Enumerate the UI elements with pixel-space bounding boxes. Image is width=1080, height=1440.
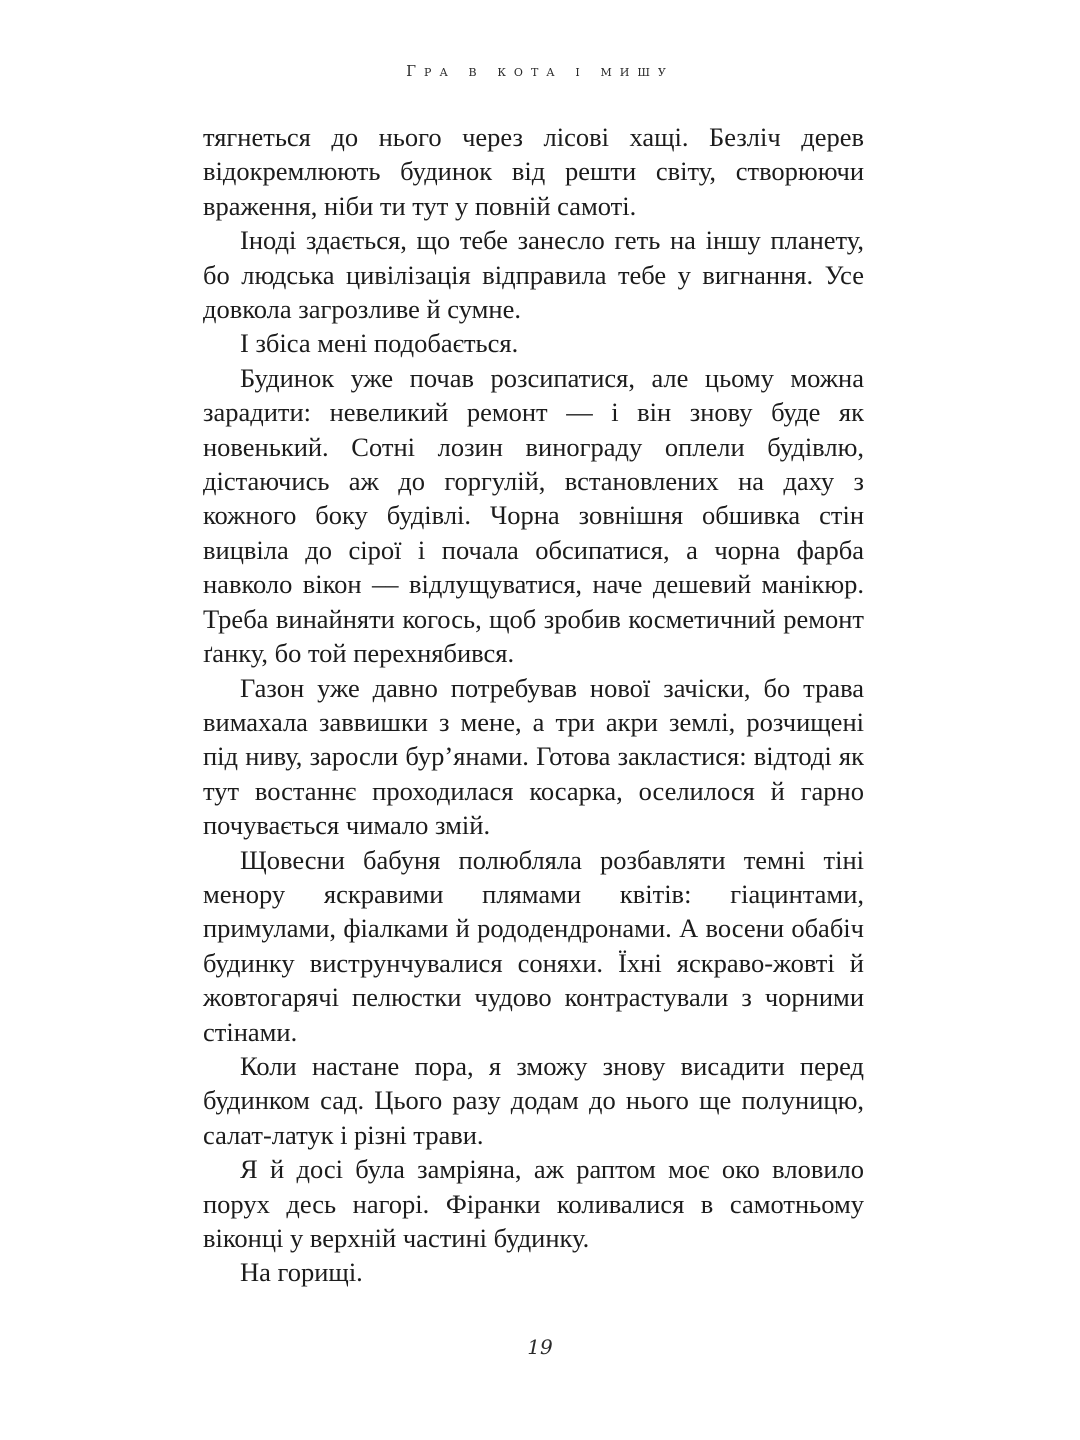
paragraph: Будинок уже почав розсипатися, але цьому можна зарадити: невеликий ремонт — і він знову буде як новенький. Сотні лозин винограду оплели будівлю, дістаючись аж до горгулій, встановлених на даху з кожного боку будівлі. Чорна зовнішня обшивка стін вицвіла до сірої і почала обсипатися, а чорна фарба навколо вікон –– відлущуватися, наче дешевий манікюр. Треба винайняти когось, щоб зробив косметичний ремонт ґанку, бо той перехнябився. (203, 362, 864, 669)
running-header: Гра в кота і мишу (406, 62, 674, 80)
paragraph: І збіса мені подобається. (240, 328, 519, 359)
paragraph: Я й досі була замріяна, аж раптом моє око вловило порух десь нагорі. Фіранки коливалися в самотньому віконці у верхній частині будинку. (203, 1154, 864, 1253)
paragraph: На горищі. (240, 1257, 363, 1288)
paragraph: Газон уже давно потребував нової зачіски, бо трава вимахала заввишки з мене, а три акри землі, розчищені під ниву, заросли бур’янами. Готова закластися: відтоді як тут востаннє проходилася косарка, оселилося й гарно почувається чимало змій. (203, 672, 864, 841)
paragraph: Іноді здається, що тебе занесло геть на іншу планету, бо людська цивілізація відправила тебе у вигнання. Усе довкола загрозливе й сумне. (203, 225, 864, 325)
page-number: 19 (527, 1335, 553, 1359)
paragraph-continued: тягнеться до нього через лісові хащі. Безліч дерев відокремлюють будинок від решти світу, створюючи враження, ніби ти тут у повній самоті. (203, 122, 864, 221)
paragraph: Коли настане пора, я зможу знову висадити перед будинком сад. Цього разу додам до нього ще полуницю, салат-латук і різні трави. (203, 1050, 864, 1150)
body-text (203, 120, 864, 1290)
paragraph: Щовесни бабуня полюбляла розбавляти темні тіні менору яскравими плямами квітів: гіацинтами, примулами, фіалками й рододендронами. А восени обабіч будинку виструнчувалися соняхи. Їхні яскраво-жовті й жовтогарячі пелюстки чудово контрастували з чорними стінами. (203, 844, 864, 1047)
